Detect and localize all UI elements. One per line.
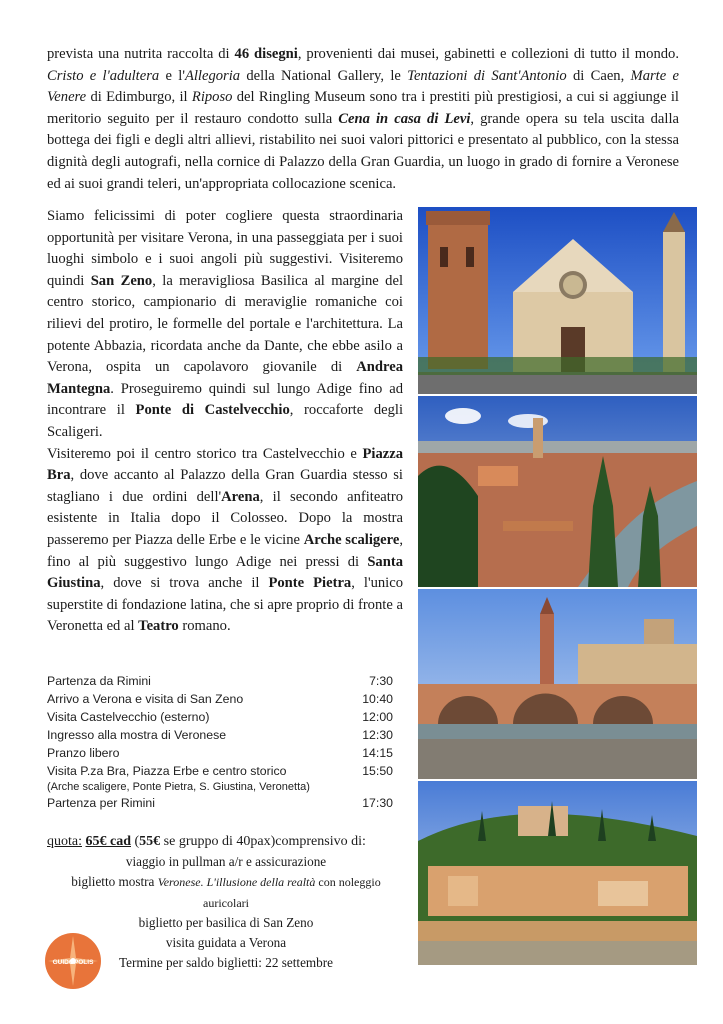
photo-san-zeno (418, 207, 697, 394)
schedule-row: Pranzo libero 14:15 (47, 745, 393, 760)
schedule-row: Visita P.za Bra, Piazza Erbe e centro storico 15:50 (47, 763, 393, 778)
paragraph-centro-storico: Visiteremo poi il centro storico tra Castelvecchio e Piazza Bra, dove accanto al Palazzo della Gran Guardia stesso si stagliano i due ordini dell'Arena, il secondo anfiteatro esistente in Italia dopo il Colosseo. Dopo la mostra passeremo per Piazza delle Erbe e le vicine Arche scaligere, fino al più suggestivo lungo Adige nei pressi di Santa Giustina, dove si trova anche il Ponte Pietra, l'unico superstite di fondazione latina, che si apre proprio di fronte a Veronetta ed al Teatro romano. (47, 445, 403, 635)
schedule-row: Visita Castelvecchio (esterno) 12:00 (47, 709, 393, 724)
schedule (47, 673, 393, 813)
schedule-row: Ingresso alla mostra di Veronese 12:30 (47, 727, 393, 742)
photo-verona-panorama (418, 396, 697, 587)
photo-colle-san-pietro (418, 781, 697, 965)
included-item: viaggio in pullman a/r e assicurazione (125, 854, 327, 870)
included-item: biglietto per basilica di San Zeno (138, 914, 314, 930)
price-line: quota: 65€ cad (55€ se gruppo di 40pax)comprensivo di: (47, 834, 366, 849)
included-item: biglietto mostra Veronese. L'illusione della realtà con noleggio auricolari (71, 874, 381, 910)
schedule-row: Partenza da Rimini 7:30 (47, 674, 393, 688)
itinerary-description (47, 206, 403, 638)
intro-paragraph: prevista una nutrita raccolta di 46 disegni, provenienti dai musei, gabinetti e collezioni di tutto il mondo. Cristo e l'adultera e l'Allegoria della National Gallery, le Tentazioni di Sant'Antonio di Caen, Marte e Venere di Edimburgo, il Riposo del Ringling Museum sono tra i prestiti più prestigiosi, a cui si aggiunge il meritorio seguito per il restauro condotto sulla Cena in casa di Levi, grande opera su tela uscita dalla bottega dei figli e degli altri allievi, ristabilito nei suoi valori pittorici e presentato al pubblico, con la stessa dignità degli autografi, nella cornice di Palazzo della Gran Guardia, un luogo in grado di fornire a Veronese ed ai suoi grandi teleri, un'appropriata collocazione scenica. (47, 46, 679, 192)
included-item: visita guidata a Verona (165, 935, 287, 951)
paragraph-san-zeno: Siamo felicissimi di poter cogliere questa straordinaria opportunità per visitare Verona, in una passeggiata per i suoi luoghi simbolo e i suoi angoli più suggestivi. Visiteremo quindi San Zeno, la meravigliosa Basilica al margine del centro storico, campionario di meraviglie romaniche coi rilievi del protiro, le formelle del portale e l'architettura. La potente Abbazia, ricordata anche da Dante, che ebbe asilo a Verona, ospita un capolavoro giovanile di Andrea Mantegna. Proseguiremo quindi sul lungo Adige fino ad incontrare il Ponte di Castelvecchio, roccaforte degli Scaligeri. (47, 208, 404, 440)
payment-deadline: Termine per saldo biglietti: 22 settembre (118, 955, 334, 971)
schedule-row: Partenza per Rimini 17:30 (47, 796, 393, 811)
schedule-row: Arrivo a Verona e visita di San Zeno 10:40 (47, 691, 393, 706)
photo-ponte-pietra (418, 589, 697, 779)
guidopolis-logo (44, 932, 102, 990)
svg-text:GUIDOPOLIS: GUIDOPOLIS (52, 959, 94, 966)
schedule-note: (Arche scaligere, Ponte Pietra, S. Giustina, Veronetta) (47, 781, 310, 794)
